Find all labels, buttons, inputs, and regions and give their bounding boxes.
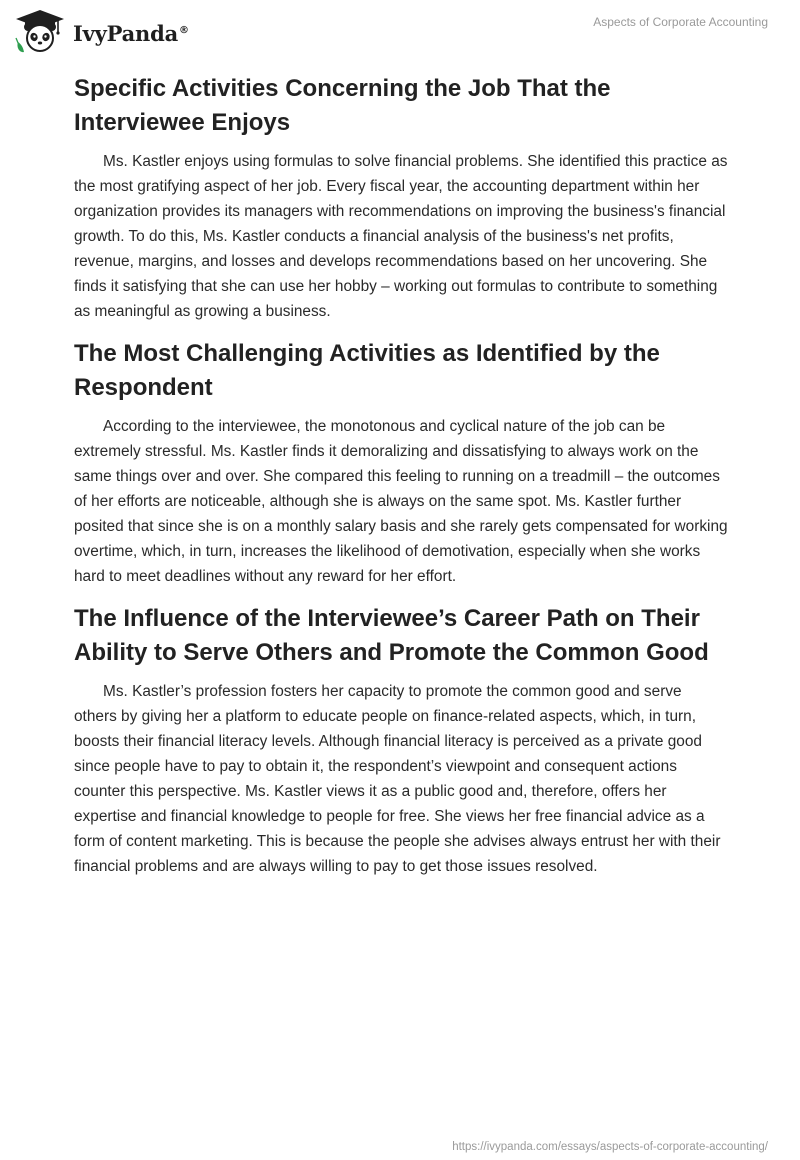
brand-name xyxy=(73,21,189,46)
section-paragraph: According to the interviewee, the monotonous and cyclical nature of the job can be extremely stressful. Ms. Kastler finds it demoralizing and dissatisfying to always work on the same things over and over. She compared this feeling to running on a treadmill – the outcomes of her efforts are noticeable, although she is always on the same spot. Ms. Kastler further posited that since she is on a monthly salary basis and she rarely gets compensated for working overtime, which, in turn, increases the likelihood of demotivation, especially when she works hard to meet deadlines without any reward for her effort. xyxy=(74,418,728,585)
brand-text: IvyPanda xyxy=(73,20,179,46)
essay-body xyxy=(74,72,728,892)
panda-graduate-icon xyxy=(12,8,68,56)
page-header xyxy=(0,0,800,62)
section-challenging-activities xyxy=(74,337,728,589)
section-paragraph: Ms. Kastler enjoys using formulas to solve financial problems. She identified this practice as the most gratifying aspect of her job. Every fiscal year, the accounting department within her organization provides its managers with recommendations on improving the business's financial growth. To do this, Ms. Kastler conducts a financial analysis of the business's net profits, revenue, margins, and losses and develops recommendations based on her uncovering. She finds it satisfying that she can use her hobby – working out formulas to contribute to something as meaningful as growing a business. xyxy=(74,153,728,320)
section-heading: The Most Challenging Activities as Identified by the Respondent xyxy=(74,340,660,401)
source-url-link[interactable]: https://ivypanda.com/essays/aspects-of-corporate-accounting/ xyxy=(452,1141,768,1153)
section-heading: Specific Activities Concerning the Job That the Interviewee Enjoys xyxy=(74,75,611,136)
registered-mark: ® xyxy=(179,24,189,36)
document-title: Aspects of Corporate Accounting xyxy=(593,15,768,29)
section-enjoyed-activities xyxy=(74,72,728,324)
section-heading: The Influence of the Interviewee’s Career Path on Their Ability to Serve Others and Promote the Common Good xyxy=(74,605,709,666)
section-paragraph: Ms. Kastler’s profession fosters her capacity to promote the common good and serve others by giving her a platform to educate people on finance-related aspects, which, in turn, boosts their financial literacy levels. Although financial literacy is perceived as a private good since people have to pay to obtain it, the respondent’s viewpoint and consequent actions counter this perspective. Ms. Kastler views it as a public good and, therefore, offers her expertise and financial knowledge to people for free. She views her free financial advice as a form of content marketing. This is because the people she advises always entrust her with their financial problems and are always willing to pay to get those issues resolved. xyxy=(74,683,721,875)
section-career-influence xyxy=(74,602,728,879)
ivypanda-logo[interactable] xyxy=(12,8,189,56)
